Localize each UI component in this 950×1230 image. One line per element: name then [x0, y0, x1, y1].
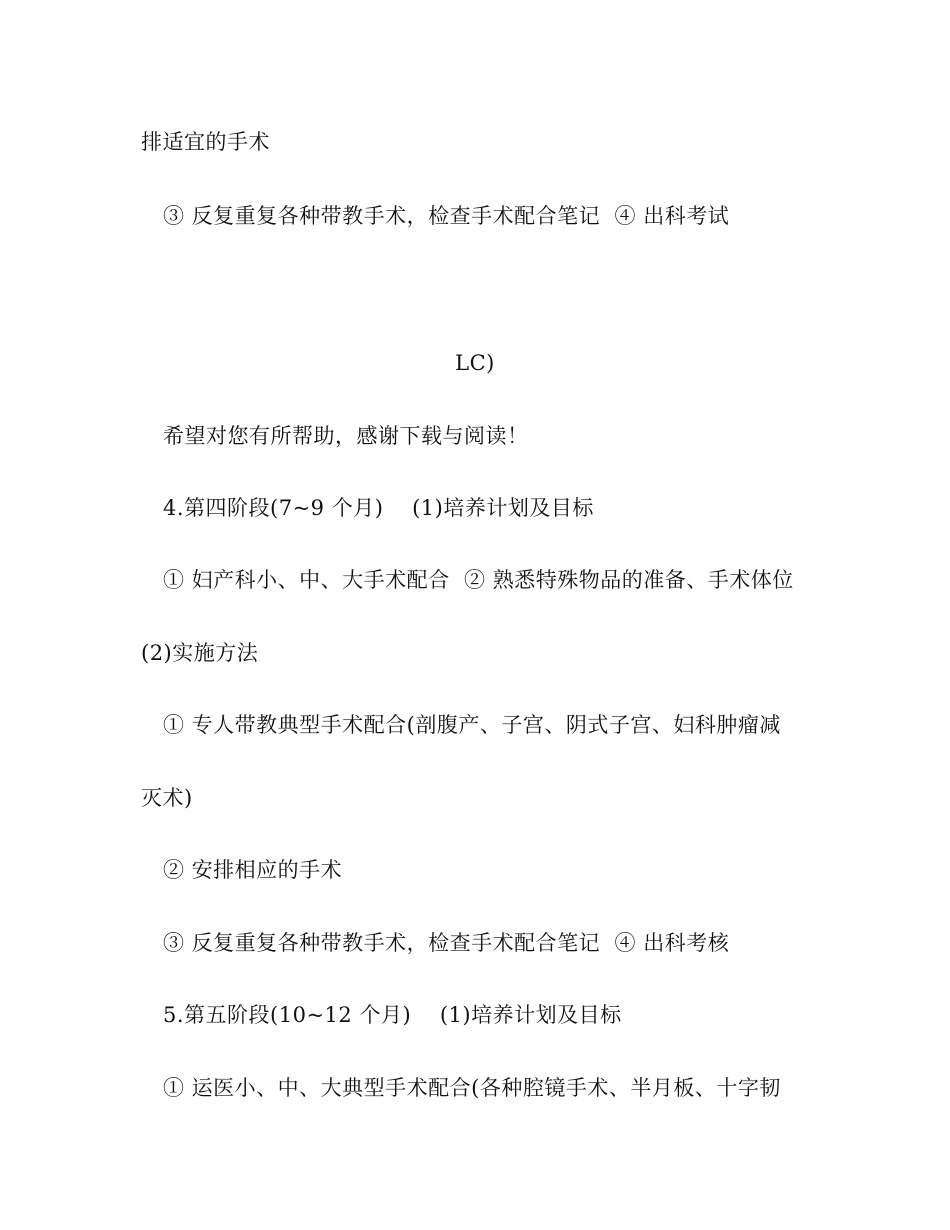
- text-line-continuation: 排适宜的手术: [141, 130, 270, 154]
- text-line-method-2: ② 安排相应的手术: [163, 858, 343, 882]
- section-heading-stage-4: 4.第四阶段(7~9 个月) (1)培养计划及目标: [163, 496, 594, 520]
- text-line-method-3: ③ 反复重复各种带教手术，检查手术配合笔记 ④ 出科考核: [163, 931, 730, 955]
- text-line-step-3: ③ 反复重复各种带教手术，检查手术配合笔记 ④ 出科考试: [163, 204, 730, 228]
- subheading-methods: (2)实施方法: [141, 641, 259, 665]
- text-line-goal-1: ① 妇产科小、中、大手术配合 ② 熟悉特殊物品的准备、手术体位: [163, 568, 794, 592]
- text-line-thanks: 希望对您有所帮助，感谢下载与阅读！: [163, 424, 529, 448]
- text-line-lc: LC): [455, 351, 495, 375]
- text-line-method-1: ① 专人带教典型手术配合(剖腹产、子宫、阴式子宫、妇科肿瘤减: [163, 713, 781, 737]
- section-heading-stage-5: 5.第五阶段(10~12 个月) (1)培养计划及目标: [163, 1003, 622, 1027]
- text-line-stage-5-goal-1: ① 运医小、中、大典型手术配合(各种腔镜手术、半月板、十字韧: [163, 1076, 781, 1100]
- text-line-method-1-cont: 灭术): [141, 786, 193, 810]
